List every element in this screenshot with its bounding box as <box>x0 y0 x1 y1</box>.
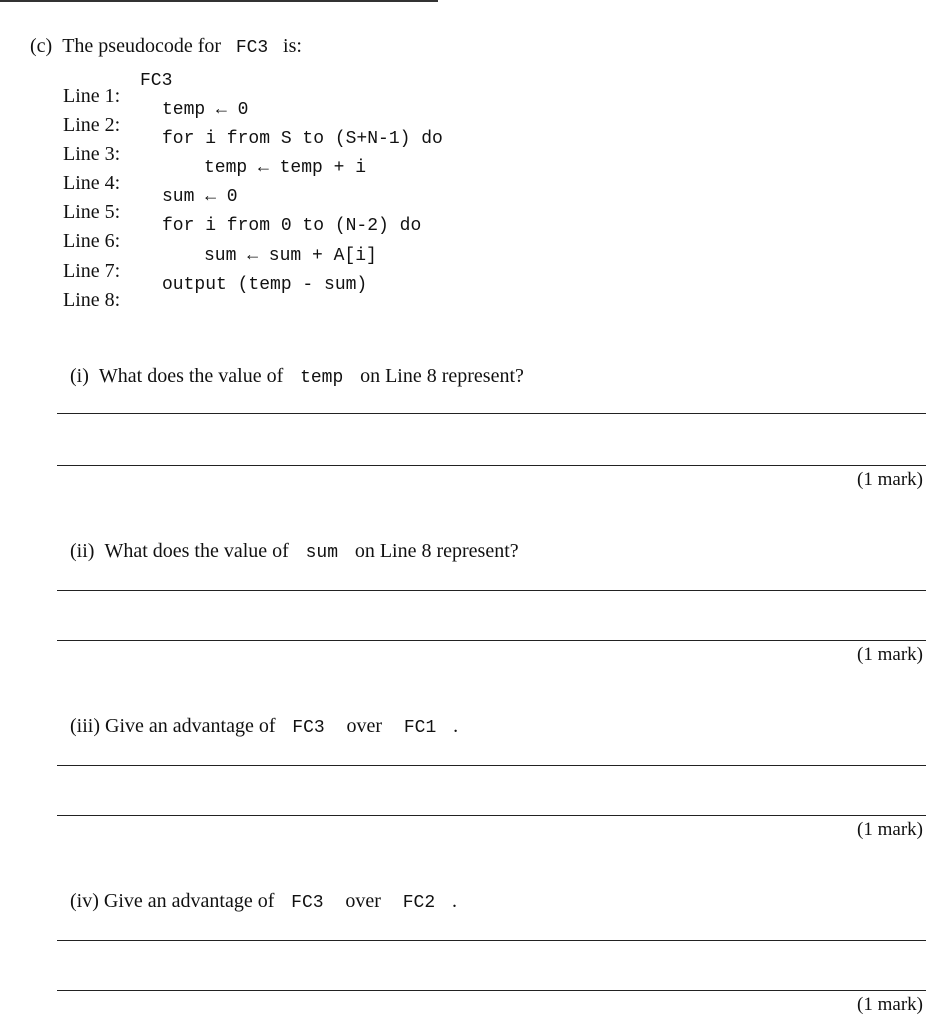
question-iv <box>60 871 457 912</box>
line-label: Line 5: <box>63 201 121 223</box>
question-number: (iv) <box>70 890 99 912</box>
marks-label: (1 mark) <box>857 819 923 840</box>
marks-label: (1 mark) <box>857 994 923 1015</box>
line-label: Line 1: <box>63 85 121 107</box>
question-text: What does the value of <box>98 365 284 387</box>
answer-line[interactable] <box>57 940 926 941</box>
answer-line[interactable] <box>57 815 926 816</box>
part-label: (c) <box>30 35 53 57</box>
question-text-after: . <box>451 890 457 912</box>
line-code: output (temp - sum) <box>162 275 368 295</box>
question-code: temp <box>289 368 355 388</box>
marks-label: (1 mark) <box>857 644 923 665</box>
question-text-mid: over <box>341 715 388 737</box>
answer-line[interactable] <box>57 640 926 641</box>
line-label: Line 8: <box>63 289 121 311</box>
answer-line[interactable] <box>57 465 926 466</box>
part-heading <box>20 16 302 57</box>
question-iii <box>60 696 458 737</box>
question-text-mid: over <box>340 890 386 912</box>
line-code: for i from S to (S+N-1) do <box>162 129 443 149</box>
question-code: sum <box>294 543 349 563</box>
code-line <box>0 274 368 338</box>
line-label: Line 3: <box>63 143 121 165</box>
question-code: FC3 <box>281 718 336 738</box>
question-text: Give an advantage of <box>103 890 275 912</box>
line-code: FC3 <box>140 71 173 91</box>
heading-text: The pseudocode for <box>62 35 222 57</box>
question-text: What does the value of <box>104 540 289 562</box>
question-text-after: on Line 8 represent? <box>354 540 519 562</box>
question-code-2: FC1 <box>393 718 448 738</box>
line-code: sum ← 0 <box>162 187 238 207</box>
question-code-2: FC2 <box>391 893 446 913</box>
line-label: Line 2: <box>63 114 121 136</box>
answer-line[interactable] <box>57 413 926 414</box>
line-code: for i from 0 to (N-2) do <box>162 216 422 236</box>
question-number: (i) <box>70 365 89 387</box>
question-text: Give an advantage of <box>105 715 276 737</box>
top-rule <box>0 0 438 2</box>
line-code: sum ← sum + A[i] <box>204 246 377 266</box>
question-i <box>60 346 524 387</box>
line-label: Line 7: <box>63 260 121 282</box>
answer-line[interactable] <box>57 765 926 766</box>
marks-label: (1 mark) <box>857 469 923 490</box>
heading-text-after: is: <box>283 35 302 57</box>
answer-line[interactable] <box>57 990 926 991</box>
question-number: (iii) <box>70 715 100 737</box>
question-ii <box>60 521 519 562</box>
question-number: (ii) <box>70 540 95 562</box>
heading-code: FC3 <box>225 38 280 58</box>
answer-line[interactable] <box>57 590 926 591</box>
question-text-after: on Line 8 represent? <box>360 365 524 387</box>
line-label: Line 4: <box>63 172 121 194</box>
line-label: Line 6: <box>63 230 121 252</box>
question-text-after: . <box>453 715 459 737</box>
question-code: FC3 <box>280 893 335 913</box>
line-code: temp ← 0 <box>162 100 249 120</box>
line-code: temp ← temp + i <box>204 158 367 178</box>
